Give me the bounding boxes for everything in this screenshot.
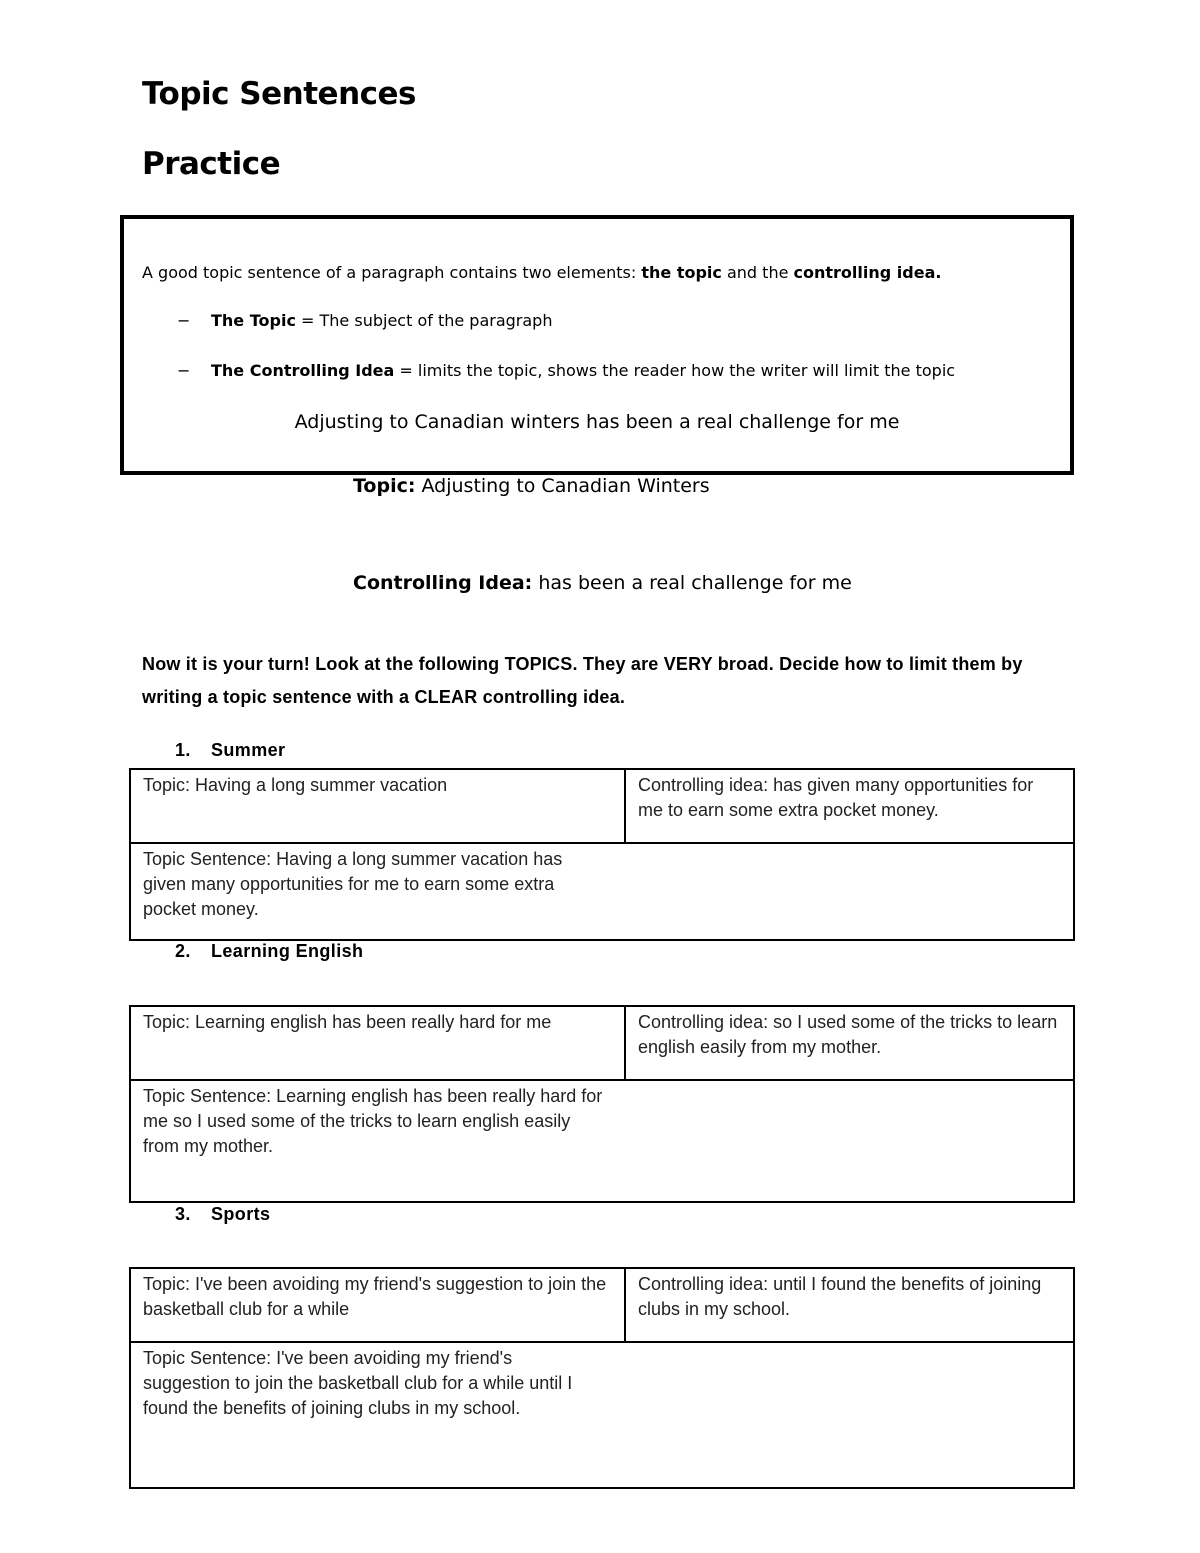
definition-box <box>120 215 1074 475</box>
page-subtitle: Practice <box>142 146 281 182</box>
controlling-idea-cell[interactable]: Controlling idea: has given many opportunities for me to earn some extra pocket money. <box>625 769 1074 843</box>
topic-cell[interactable]: Topic: Having a long summer vacation <box>130 769 625 843</box>
exercise-heading: 1. Summer <box>175 740 286 760</box>
topic-cell[interactable]: Topic: Learning english has been really hard for me <box>130 1006 625 1080</box>
definition-bullet-topic: − The Topic = The subject of the paragraph <box>177 311 553 330</box>
bullet-dash: − <box>177 361 191 380</box>
example-controlling-idea: Controlling Idea: has been a real challenge for me <box>353 572 852 594</box>
definition-bullet-controlling-idea: − The Controlling Idea = limits the topic, shows the reader how the writer will limit the topic <box>177 361 956 380</box>
exercise-heading: 3. Sports <box>175 1204 271 1224</box>
exercise-table <box>129 1267 1075 1489</box>
exercise-heading: 2. Learning English <box>175 941 364 961</box>
controlling-idea-cell[interactable]: Controlling idea: until I found the benefits of joining clubs in my school. <box>625 1268 1074 1342</box>
controlling-idea-cell[interactable]: Controlling idea: so I used some of the tricks to learn english easily from my mother. <box>625 1006 1074 1080</box>
example-topic: Topic: Adjusting to Canadian Winters <box>353 475 710 497</box>
topic-sentence-cell[interactable]: Topic Sentence: Having a long summer vacation has given many opportunities for me to earn some extra pocket money. <box>130 843 1074 940</box>
exercise-table <box>129 1005 1075 1203</box>
topic-sentence-cell[interactable]: Topic Sentence: Learning english has been really hard for me so I used some of the tricks to learn english easily from my mother. <box>130 1080 1074 1202</box>
instructions: Now it is your turn! Look at the following TOPICS. They are VERY broad. Decide how to limit them by writing a topic sentence with a CLEAR controlling idea. <box>142 654 1023 707</box>
example-sentence: Adjusting to Canadian winters has been a real challenge for me <box>294 411 900 433</box>
page-title: Topic Sentences <box>142 76 416 112</box>
definition-intro: A good topic sentence of a paragraph contains two elements: the topic and the controlling idea. <box>142 263 942 282</box>
exercise-table <box>129 768 1075 941</box>
topic-cell[interactable]: Topic: I've been avoiding my friend's suggestion to join the basketball club for a while <box>130 1268 625 1342</box>
bullet-dash: − <box>177 311 191 330</box>
topic-sentence-cell[interactable]: Topic Sentence: I've been avoiding my friend's suggestion to join the basketball club for a while until I found the benefits of joining clubs in my school. <box>130 1342 1074 1488</box>
term-controlling-idea: controlling idea. <box>793 263 942 282</box>
term-the-topic: the topic <box>641 263 722 282</box>
